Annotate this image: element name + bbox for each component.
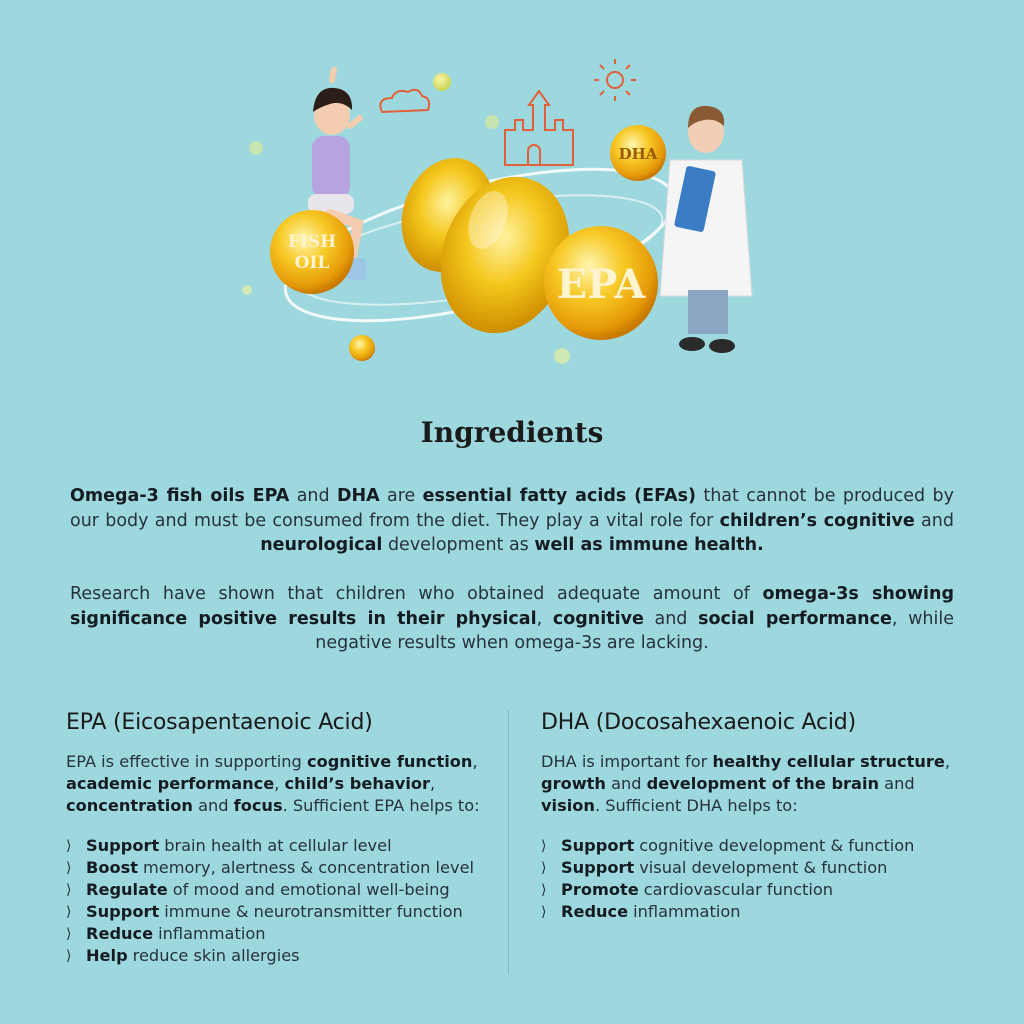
bubble xyxy=(554,348,570,364)
list-item: ⟩ Support cognitive development & function xyxy=(541,836,915,855)
dha-heading: DHA (Docosahexaenoic Acid) xyxy=(541,710,856,735)
dha-intro: DHA is important for healthy cellular structure, growth and development of the brain and vision. Sufficient DHA helps to: xyxy=(541,752,951,815)
chevron-right-icon: ⟩ xyxy=(66,926,72,942)
chevron-right-icon: ⟩ xyxy=(66,838,72,854)
chevron-right-icon: ⟩ xyxy=(66,860,72,876)
castle-icon xyxy=(505,91,573,165)
chevron-right-icon: ⟩ xyxy=(541,860,547,876)
chevron-right-icon: ⟩ xyxy=(541,838,547,854)
intro-paragraph-2: Research have shown that children who obtained adequate amount of omega-3s showing significance positive results in their physical, cognitive and social performance, while negative results when omega-3s are lacking. xyxy=(70,584,954,653)
chevron-right-icon: ⟩ xyxy=(66,948,72,964)
epa-benefit-list xyxy=(66,835,496,967)
list-item: ⟩ Reduce inflammation xyxy=(541,902,741,921)
sun-icon xyxy=(594,59,636,101)
list-item: ⟩ Support immune & neurotransmitter function xyxy=(66,902,463,921)
boy-illustration xyxy=(660,106,752,353)
list-item: ⟩ Promote cardiovascular function xyxy=(541,880,833,899)
chevron-right-icon: ⟩ xyxy=(66,882,72,898)
list-item: ⟩ Help reduce skin allergies xyxy=(66,946,300,965)
list-item: ⟩ Support visual development & function xyxy=(541,858,888,877)
chevron-right-icon: ⟩ xyxy=(541,882,547,898)
intro-paragraph-1: Omega-3 fish oils EPA and DHA are essential fatty acids (EFAs) that cannot be produced by our body and must be consumed from the diet. They play a vital role for children’s cognitive and neurological development as well as immune health. xyxy=(70,486,954,555)
list-item: ⟩ Boost memory, alertness & concentration level xyxy=(66,858,475,877)
bubble xyxy=(249,141,263,155)
cloud-icon xyxy=(380,90,429,112)
chevron-right-icon: ⟩ xyxy=(66,904,72,920)
bubble xyxy=(242,285,252,295)
page-title: Ingredients xyxy=(420,416,604,449)
epa-label: EPA xyxy=(556,261,646,308)
list-item: ⟩ Support brain health at cellular level xyxy=(66,836,392,855)
fish-oil-ball xyxy=(270,210,354,294)
dha-label: DHA xyxy=(618,145,658,163)
fish-oil-label-line1: FISH xyxy=(287,232,337,252)
chevron-right-icon: ⟩ xyxy=(541,904,547,920)
list-item: ⟩ Reduce inflammation xyxy=(66,924,266,943)
epa-section xyxy=(66,710,496,967)
hero-illustration xyxy=(0,0,1024,400)
list-item: ⟩ Regulate of mood and emotional well-being xyxy=(66,880,450,899)
bubble xyxy=(485,115,499,129)
fish-oil-label-line2: OIL xyxy=(294,253,330,273)
epa-heading: EPA (Eicosapentaenoic Acid) xyxy=(66,710,373,735)
bubble xyxy=(349,335,375,361)
dha-section xyxy=(541,710,971,923)
hero-svg xyxy=(0,0,1024,400)
bubble xyxy=(433,73,451,91)
epa-intro: EPA is effective in supporting cognitive function, academic performance, child’s behavior, concentration and focus. Sufficient EPA helps to: xyxy=(66,752,480,815)
column-divider xyxy=(508,710,509,974)
dha-benefit-list xyxy=(541,835,971,923)
